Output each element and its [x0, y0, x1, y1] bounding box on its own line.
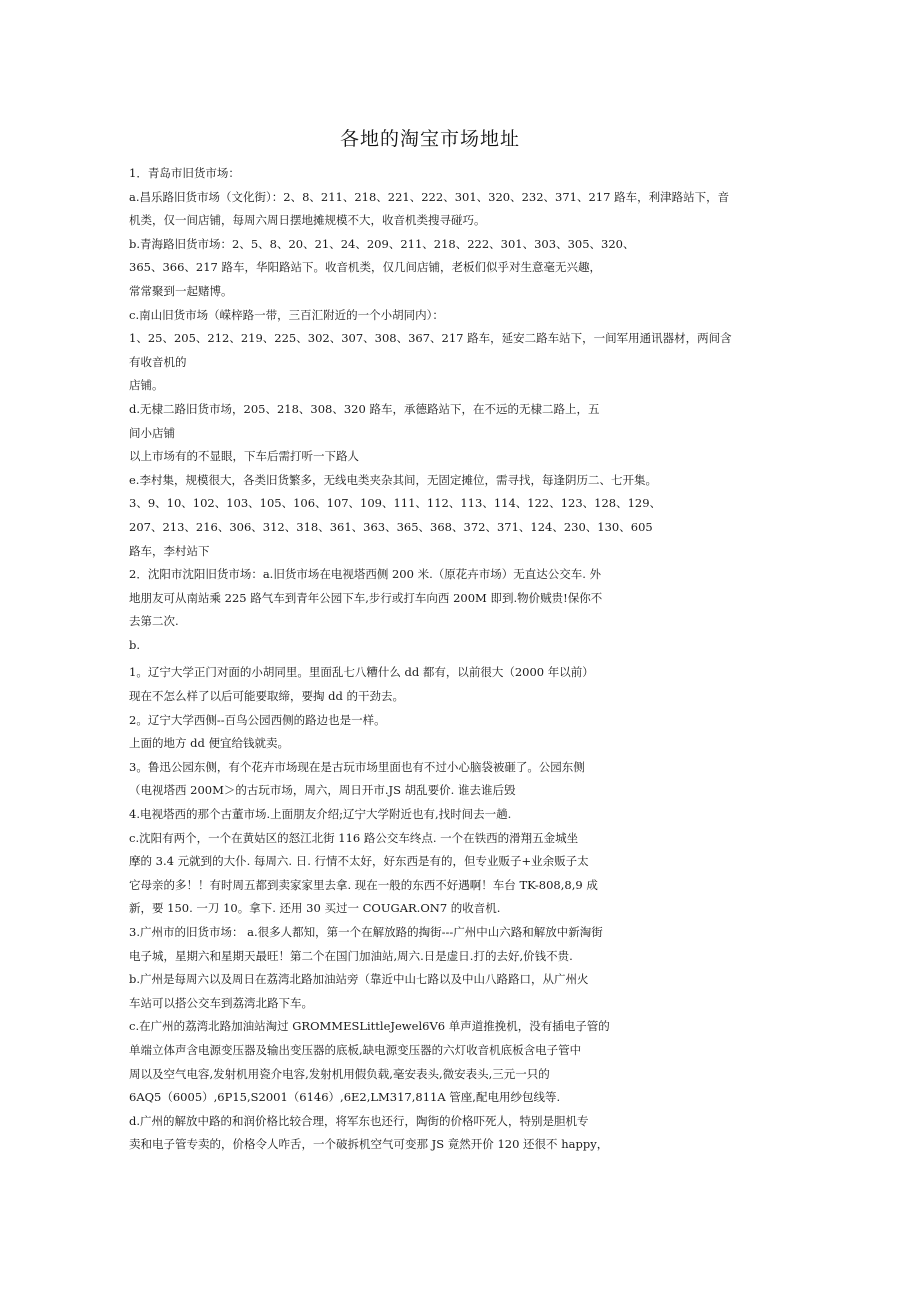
page-title: 各地的淘宝市场地址 [339, 128, 520, 150]
text-line: 周以及空气电容,发射机用瓷介电容,发射机用假负载,毫安表头,微安表头,三元一只的 [129, 1066, 550, 1081]
text-line: c.沈阳有两个，一个在黄姑区的怒江北街 116 路公交车终点. 一个在铁西的滑翔五金城坐 [129, 830, 579, 845]
text-line: 2．沈阳市沈阳旧货市场：a.旧货市场在电视塔西侧 200 米.（原花卉市场）无直达公交车. 外 [129, 567, 602, 582]
text-line: 上面的地方 dd 便宜给钱就卖。 [129, 736, 290, 751]
text-line: 6AQ5（6005）,6P15,S2001（6146）,6E2,LM317,811A 管座,配电用纱包线等. [129, 1090, 561, 1105]
document-body [129, 162, 801, 1157]
text-line: 207、213、216、306、312、318、361、363、365、368、372、371、124、230、130、605 [129, 519, 653, 534]
text-line: 机类，仅一间店铺，每周六周日摆地摊规模不大，收音机类搜寻碰巧。 [129, 213, 486, 228]
text-line: 有收音机的 [129, 354, 187, 369]
text-line: e.李村集，规模很大，各类旧货繁多，无线电类夹杂其间，无固定摊位，需寻找，每逢阴历二、七开集。 [129, 472, 657, 487]
text-line: 摩的 3.4 元就到的大仆. 每周六. 日. 行情不太好，好东西是有的，但专业贩子+业余贩子太 [129, 854, 589, 869]
text-line: 3.广州市的旧货市场： a.很多人都知，第一个在解放路的掏街---广州中山六路和解放中新淘街 [129, 925, 603, 939]
text-line: （电视塔西 200M＞的古玩市场，周六，周日开市.JS 胡乱要价. 谁去谁后毁 [129, 783, 516, 798]
text-line: 店铺。 [129, 378, 164, 393]
text-line: d.无棣二路旧货市场，205、218、308、320 路车，承德路站下，在不远的无棣二路上，五 [129, 401, 600, 416]
text-line: 现在不怎么样了以后可能要取缔，要掏 dd 的干劲去。 [129, 689, 405, 704]
text-line: 路车，李村站下 [129, 543, 210, 558]
text-line: c.在广州的荔湾北路加油站淘过 GROMMESLittleJewel6V6 单声道推挽机，没有插电子管的 [129, 1019, 610, 1034]
text-line: b.广州是每周六以及周日在荔湾北路加油站旁（靠近中山七路以及中山八路路口，从广州火 [129, 972, 589, 987]
text-line: b. [129, 637, 141, 652]
text-line: 卖和电子管专卖的，价格令人咋舌，一个破拆机空气可变那 JS 竟然开价 120 还很不 happy， [129, 1137, 609, 1152]
text-line: 新，要 150. 一刀 10。拿下. 还用 30 买过一 COUGAR.ON7 的收音机. [129, 901, 501, 916]
text-line: d.广州的解放中路的和润价格比较合理，将军东也还行，陶街的价格吓死人，特别是胆机专 [129, 1113, 589, 1128]
text-line: 常常聚到一起赌博。 [129, 283, 233, 298]
text-line: a.昌乐路旧货市场（文化街）：2、8、211、218、221、222、301、320、232、371、217 路车，利津路站下，音 [129, 189, 730, 204]
text-line: 车站可以搭公交车到荔湾北路下车。 [129, 995, 313, 1010]
text-line: 1．青岛市旧货市场： [129, 166, 240, 180]
text-line: 以上市场有的不显眼，下车后需打听一下路人 [129, 449, 359, 464]
text-line: 去第二次. [129, 614, 179, 629]
text-line: 3、9、10、102、103、105、106、107、109、111、112、113、114、122、123、128、129、 [129, 496, 662, 511]
text-line: 它母亲的多！！有时周五都到卖家家里去拿. 现在一般的东西不好遇啊！车台 TK-808,8,9 成 [129, 877, 598, 892]
text-line: 3。鲁迅公园东侧，有个花卉市场现在是古玩市场里面也有不过小心脑袋被砸了。公园东侧 [129, 759, 585, 774]
text-line: 1。辽宁大学正门对面的小胡同里。里面乱七八糟什么 dd 都有，以前很大（2000 年以前） [129, 665, 594, 680]
text-line: 4.电视塔西的那个古董市场.上面朋友介绍;辽宁大学附近也有,找时间去一趟. [129, 807, 512, 822]
text-line: c.南山旧货市场（嵘梓路一带，三百汇附近的一个小胡同内）： [129, 307, 444, 322]
text-line: 电子城，星期六和星期天最旺！第二个在国门加油站,周六.日是虚日.打的去好,价钱不贵. [129, 948, 573, 963]
text-line: 2。辽宁大学西侧--百鸟公园西侧的路边也是一样。 [129, 712, 386, 727]
text-line: 间小店铺 [129, 425, 175, 440]
text-line: 单端立体声含电源变压器及输出变压器的底板,缺电源变压器的六灯收音机底板含电子管中 [129, 1042, 582, 1057]
text-line: 1、25、205、212、219、225、302、307、308、367、217 路车，延安二路车站下，一间军用通讯器材，两间含 [129, 331, 732, 346]
text-line: 365、366、217 路车，华阳路站下。收音机类，仅几间店铺，老板们似乎对生意毫无兴趣， [129, 260, 602, 275]
text-line: 地朋友可从南站乘 225 路气车到青年公园下车,步行或打车向西 200M 即到.物价贼贵!保你不 [129, 590, 603, 605]
text-line: b.青海路旧货市场：2、5、8、20、21、24、209、211、218、222、301、303、305、320、 [129, 236, 635, 251]
